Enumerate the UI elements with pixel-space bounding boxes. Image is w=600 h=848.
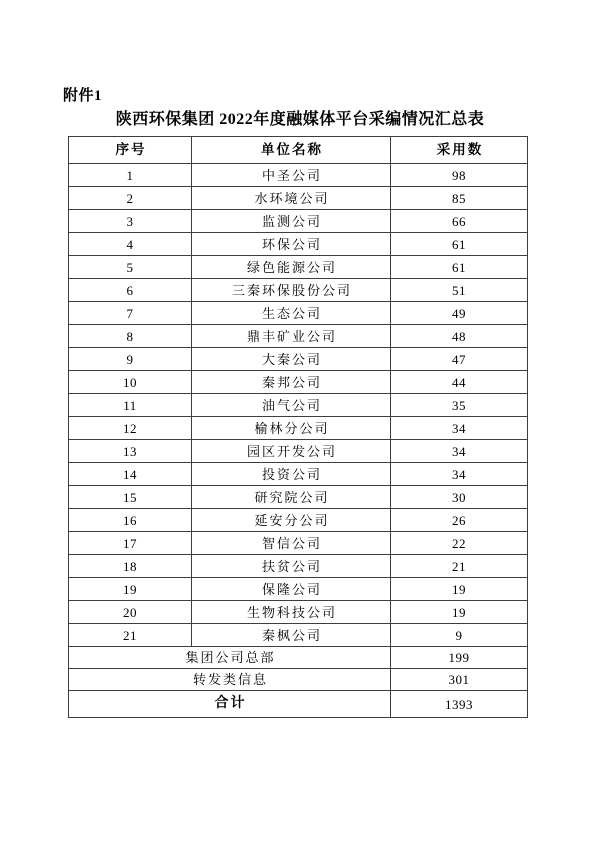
adoption-count-cell: 19 (391, 578, 528, 601)
adoption-count-cell: 61 (391, 233, 528, 256)
table-row (69, 532, 528, 555)
adoption-count-cell: 34 (391, 463, 528, 486)
unit-name-cell: 研究院公司 (192, 486, 391, 509)
unit-name-cell: 智信公司 (192, 532, 391, 555)
adoption-count-cell: 85 (391, 187, 528, 210)
serial-number-cell: 1 (69, 164, 192, 187)
summary-count-cell: 199 (391, 647, 528, 669)
summary-table (68, 136, 528, 718)
table-row (69, 394, 528, 417)
total-count-cell: 1393 (391, 691, 528, 718)
table-row (69, 256, 528, 279)
adoption-count-cell: 44 (391, 371, 528, 394)
unit-name-cell: 水环境公司 (192, 187, 391, 210)
adoption-count-cell: 61 (391, 256, 528, 279)
table-row (69, 624, 528, 647)
unit-name-cell: 园区开发公司 (192, 440, 391, 463)
summary-label-cell: 转发类信息 (69, 669, 391, 691)
summary-count-cell: 301 (391, 669, 528, 691)
attachment-label: 附件1 (63, 88, 103, 104)
adoption-count-cell: 19 (391, 601, 528, 624)
serial-number-cell: 5 (69, 256, 192, 279)
unit-name-cell: 生态公司 (192, 302, 391, 325)
unit-name-cell: 扶贫公司 (192, 555, 391, 578)
summary-label-cell: 集团公司总部 (69, 647, 391, 669)
adoption-count-cell: 9 (391, 624, 528, 647)
adoption-count-cell: 26 (391, 509, 528, 532)
table-row (69, 463, 528, 486)
serial-number-cell: 16 (69, 509, 192, 532)
unit-name-cell: 环保公司 (192, 233, 391, 256)
table-row (69, 578, 528, 601)
table-row (69, 279, 528, 302)
unit-name-cell: 榆林分公司 (192, 417, 391, 440)
table-row (69, 440, 528, 463)
serial-number-cell: 19 (69, 578, 192, 601)
table-row (69, 325, 528, 348)
table-row (69, 509, 528, 532)
unit-name-cell: 监测公司 (192, 210, 391, 233)
serial-number-cell: 12 (69, 417, 192, 440)
header-serial-number: 序号 (69, 137, 192, 164)
serial-number-cell: 18 (69, 555, 192, 578)
table-row (69, 164, 528, 187)
table-row (69, 187, 528, 210)
adoption-count-cell: 66 (391, 210, 528, 233)
table-row (69, 371, 528, 394)
table-header-row (69, 137, 528, 164)
serial-number-cell: 9 (69, 348, 192, 371)
document-title: 陕西环保集团 2022年度融媒体平台采编情况汇总表 (115, 111, 485, 128)
serial-number-cell: 8 (69, 325, 192, 348)
table-row (69, 601, 528, 624)
header-unit-name: 单位名称 (192, 137, 391, 164)
serial-number-cell: 7 (69, 302, 192, 325)
serial-number-cell: 14 (69, 463, 192, 486)
table-row (69, 555, 528, 578)
adoption-count-cell: 47 (391, 348, 528, 371)
table-row (69, 210, 528, 233)
serial-number-cell: 10 (69, 371, 192, 394)
serial-number-cell: 11 (69, 394, 192, 417)
adoption-count-cell: 21 (391, 555, 528, 578)
serial-number-cell: 13 (69, 440, 192, 463)
adoption-count-cell: 34 (391, 440, 528, 463)
unit-name-cell: 三秦环保股份公司 (192, 279, 391, 302)
adoption-count-cell: 35 (391, 394, 528, 417)
unit-name-cell: 中圣公司 (192, 164, 391, 187)
unit-name-cell: 大秦公司 (192, 348, 391, 371)
adoption-count-cell: 49 (391, 302, 528, 325)
adoption-count-cell: 34 (391, 417, 528, 440)
serial-number-cell: 2 (69, 187, 192, 210)
adoption-count-cell: 98 (391, 164, 528, 187)
unit-name-cell: 油气公司 (192, 394, 391, 417)
table-row (69, 486, 528, 509)
unit-name-cell: 鼎丰矿业公司 (192, 325, 391, 348)
table-row (69, 233, 528, 256)
serial-number-cell: 6 (69, 279, 192, 302)
unit-name-cell: 延安分公司 (192, 509, 391, 532)
unit-name-cell: 投资公司 (192, 463, 391, 486)
unit-name-cell: 秦枫公司 (192, 624, 391, 647)
serial-number-cell: 20 (69, 601, 192, 624)
total-row (69, 691, 528, 718)
adoption-count-cell: 22 (391, 532, 528, 555)
table-row (69, 348, 528, 371)
serial-number-cell: 15 (69, 486, 192, 509)
table-row (69, 302, 528, 325)
serial-number-cell: 17 (69, 532, 192, 555)
total-label-cell: 合计 (69, 691, 391, 718)
serial-number-cell: 3 (69, 210, 192, 233)
adoption-count-cell: 30 (391, 486, 528, 509)
unit-name-cell: 绿色能源公司 (192, 256, 391, 279)
unit-name-cell: 保隆公司 (192, 578, 391, 601)
adoption-count-cell: 51 (391, 279, 528, 302)
adoption-count-cell: 48 (391, 325, 528, 348)
serial-number-cell: 4 (69, 233, 192, 256)
table-row (69, 417, 528, 440)
summary-row (69, 669, 528, 691)
unit-name-cell: 生物科技公司 (192, 601, 391, 624)
header-adoption-count: 采用数 (391, 137, 528, 164)
serial-number-cell: 21 (69, 624, 192, 647)
unit-name-cell: 秦邦公司 (192, 371, 391, 394)
summary-row (69, 647, 528, 669)
